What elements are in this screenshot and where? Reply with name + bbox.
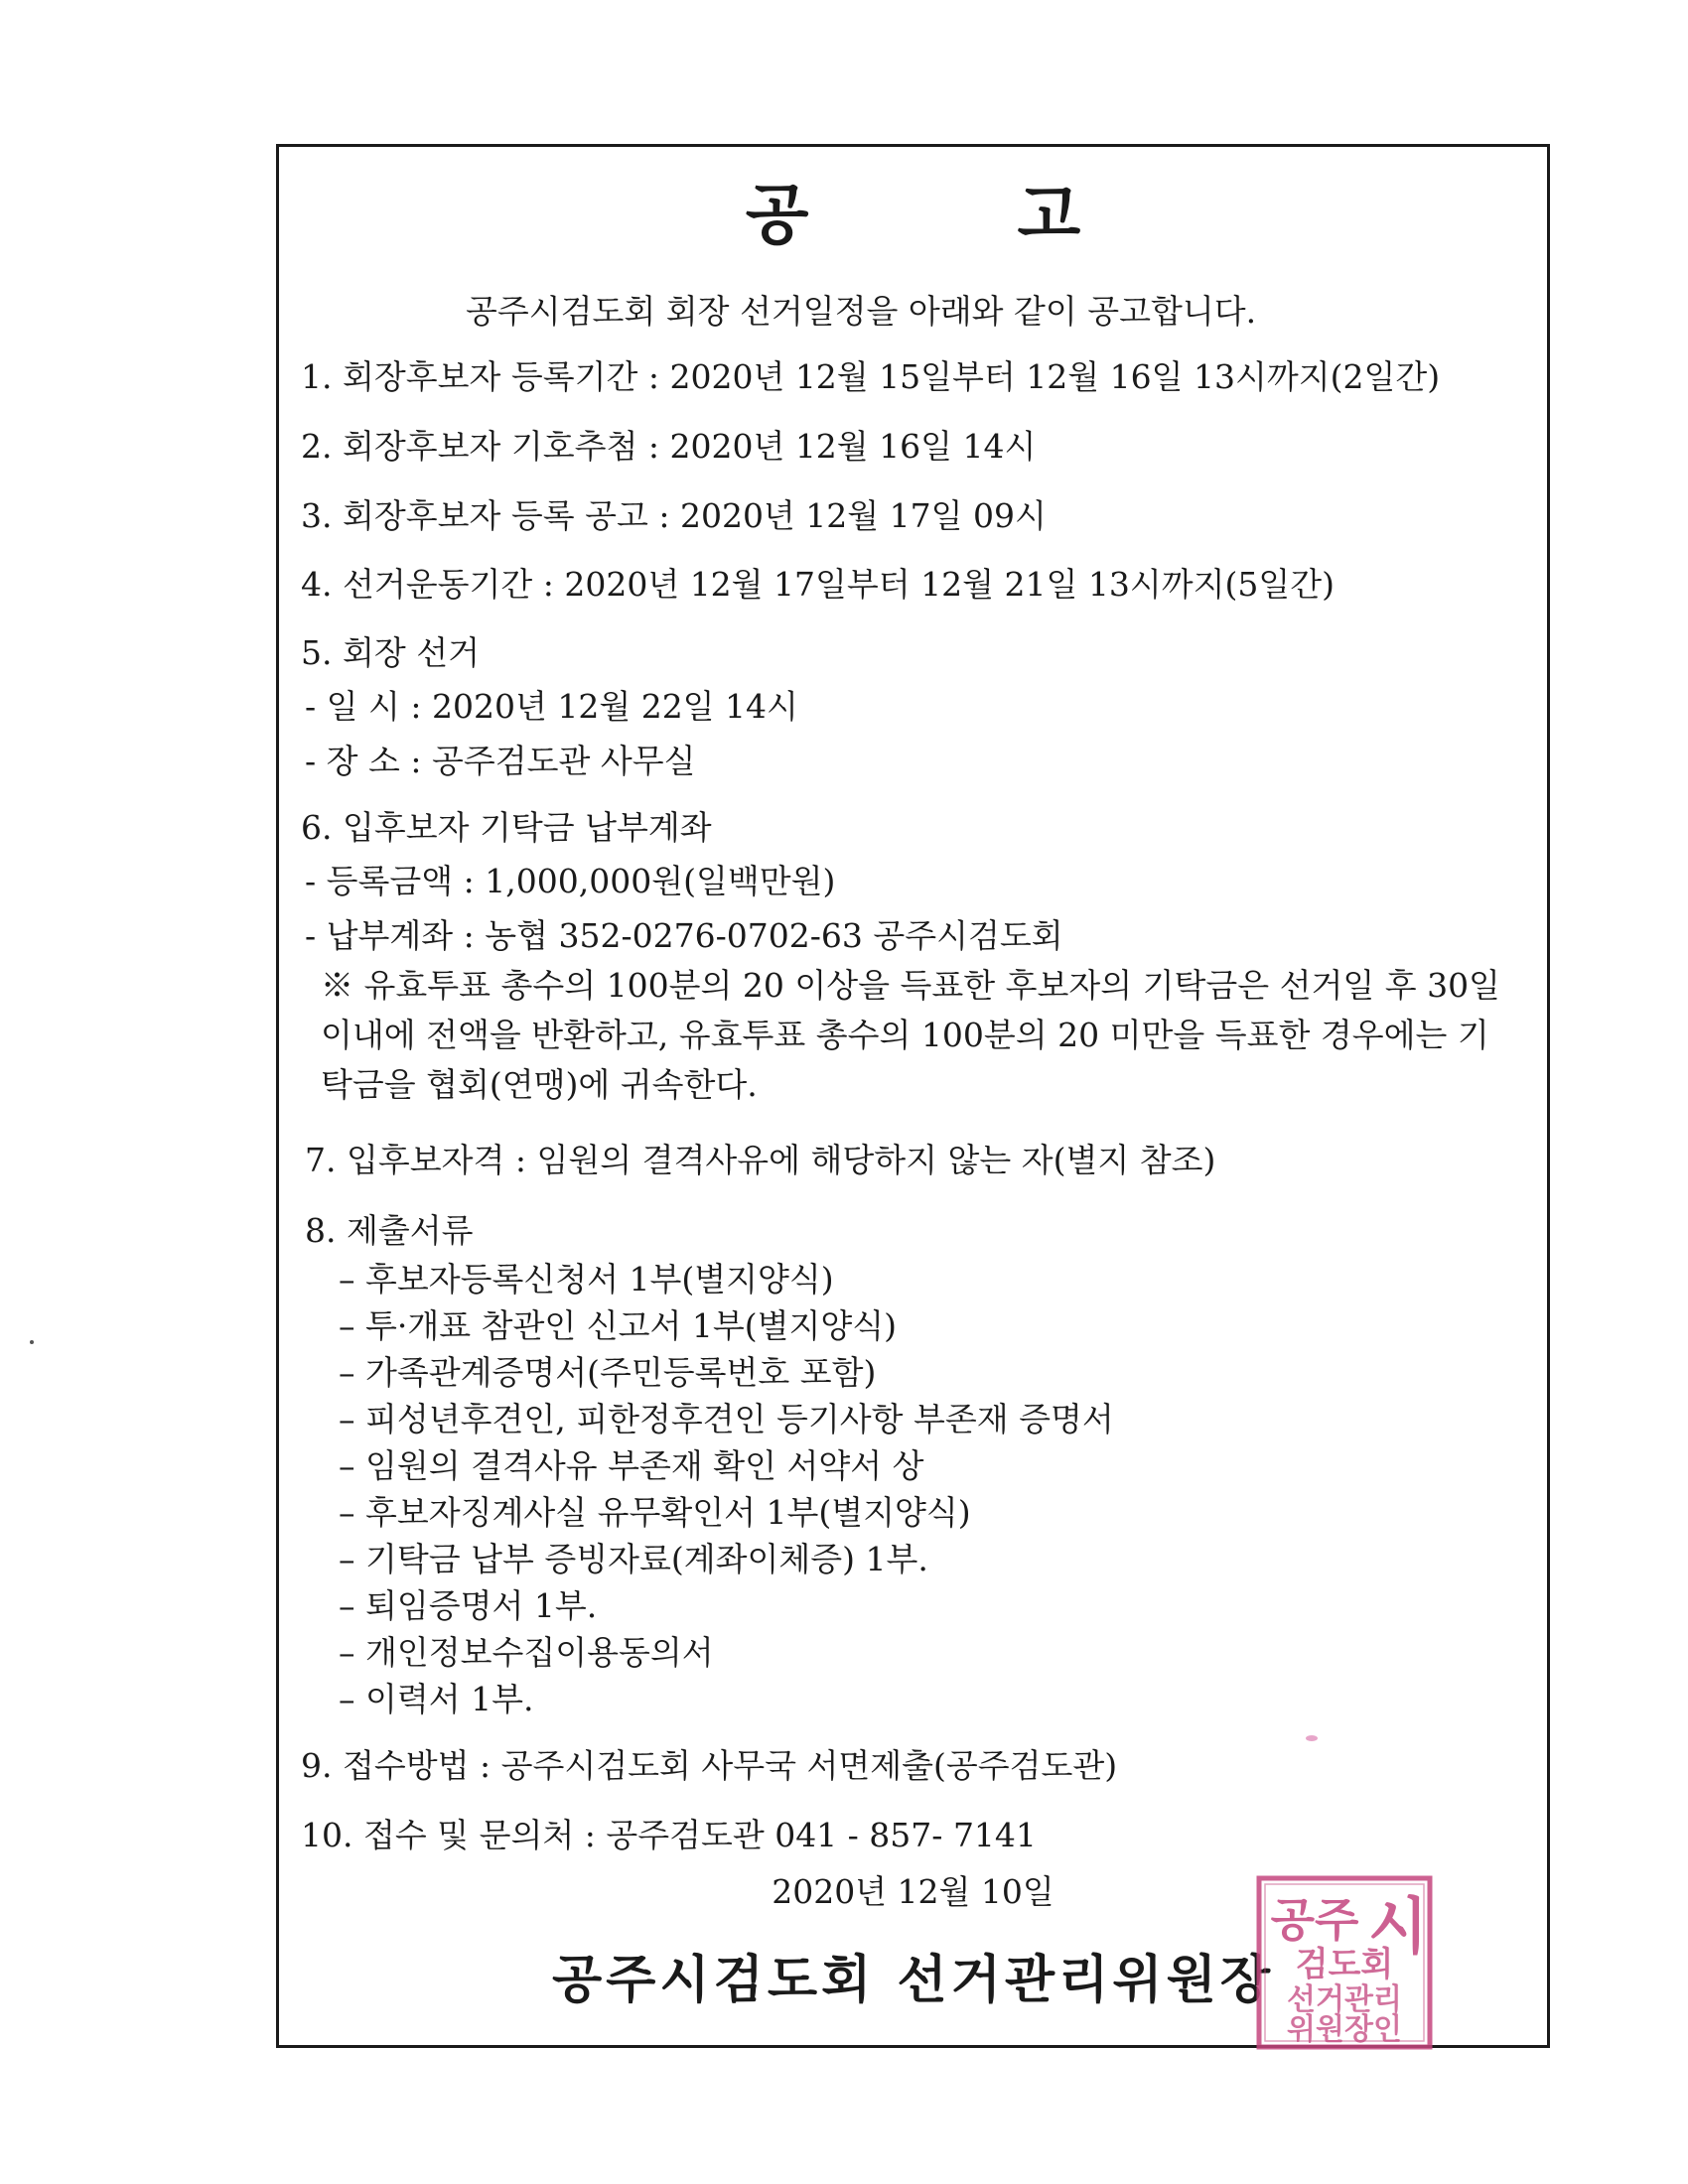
document-item: – 기탁금 납부 증빙자료(계좌이체증) 1부. (339, 1540, 928, 1578)
official-seal (1253, 1872, 1436, 2053)
document-item: – 이력서 1부. (339, 1680, 534, 1718)
deposit-note: ※ 유효투표 총수의 100분의 20 이상을 득표한 후보자의 기탁금은 선거일 후 30일 이내에 전액을 반환하고, 유효투표 총수의 100분의 20 미만을 득표한 경우에는 기탁금을 협회(연맹)에 귀속한다. (321, 966, 1500, 1104)
item-8: 8. 제출서류 (305, 1211, 474, 1250)
document-item: – 후보자징계사실 유무확인서 1부(별지양식) (339, 1493, 971, 1532)
ink-speck (1306, 1735, 1318, 1741)
document-item: – 투·개표 참관인 신고서 1부(별지양식) (339, 1306, 897, 1345)
notice-title: 공고 (745, 176, 1290, 253)
svg-text:공주: 공주 (1270, 1893, 1359, 1947)
item-4: 4. 선거운동기간 : 2020년 12월 17일부터 12월 21일 13시까지(5일간) (301, 565, 1336, 604)
intro-text: 공주시검도회 회장 선거일정을 아래와 같이 공고합니다. (466, 292, 1257, 331)
svg-text:검도회: 검도회 (1295, 1945, 1394, 1984)
document-item: – 퇴임증명서 1부. (339, 1586, 598, 1625)
item-6: 6. 입후보자 기탁금 납부계좌 (301, 808, 712, 847)
committee-signature: 공주시검도회 선거관리위원장 (551, 1950, 1275, 2010)
notice-date: 2020년 12월 10일 (772, 1872, 1055, 1911)
document-item: – 피성년후견인, 피한정후견인 등기사항 부존재 증명서 (339, 1400, 1114, 1438)
item-5-place: - 장 소 : 공주검도관 사무실 (305, 742, 696, 780)
svg-text:선거관리: 선거관리 (1287, 1982, 1402, 2017)
notice-frame (276, 144, 1550, 2048)
svg-text:시: 시 (1368, 1890, 1428, 1963)
item-9: 9. 접수방법 : 공주시검도회 사무국 서면제출(공주검도관) (301, 1746, 1118, 1785)
item-10: 10. 접수 및 문의처 : 공주검도관 041 - 857- 7141 (301, 1816, 1037, 1854)
svg-text:위원장인: 위원장인 (1287, 2012, 1402, 2047)
item-5: 5. 회장 선거 (301, 633, 480, 672)
document-item: – 임원의 결격사유 부존재 확인 서약서 상 (339, 1446, 924, 1485)
item-7: 7. 입후보자격 : 임원의 결격사유에 해당하지 않는 자(별지 참조) (305, 1141, 1216, 1179)
item-1: 1. 회장후보자 등록기간 : 2020년 12월 15일부터 12월 16일 13시까지(2일간) (301, 357, 1441, 396)
item-6-amount: - 등록금액 : 1,000,000원(일백만원) (305, 862, 836, 900)
document-item: – 개인정보수집이용동의서 (339, 1633, 714, 1672)
item-2: 2. 회장후보자 기호추첨 : 2020년 12월 16일 14시 (301, 427, 1037, 466)
scan-dot (30, 1340, 34, 1344)
item-5-datetime: - 일 시 : 2020년 12월 22일 14시 (305, 687, 798, 726)
document-item: – 후보자등록신청서 1부(별지양식) (339, 1260, 834, 1298)
item-3: 3. 회장후보자 등록 공고 : 2020년 12월 17일 09시 (301, 496, 1047, 535)
item-6-account: - 납부계좌 : 농협 352-0276-0702-63 공주시검도회 (305, 916, 1063, 955)
document-item: – 가족관계증명서(주민등록번호 포함) (339, 1353, 877, 1392)
